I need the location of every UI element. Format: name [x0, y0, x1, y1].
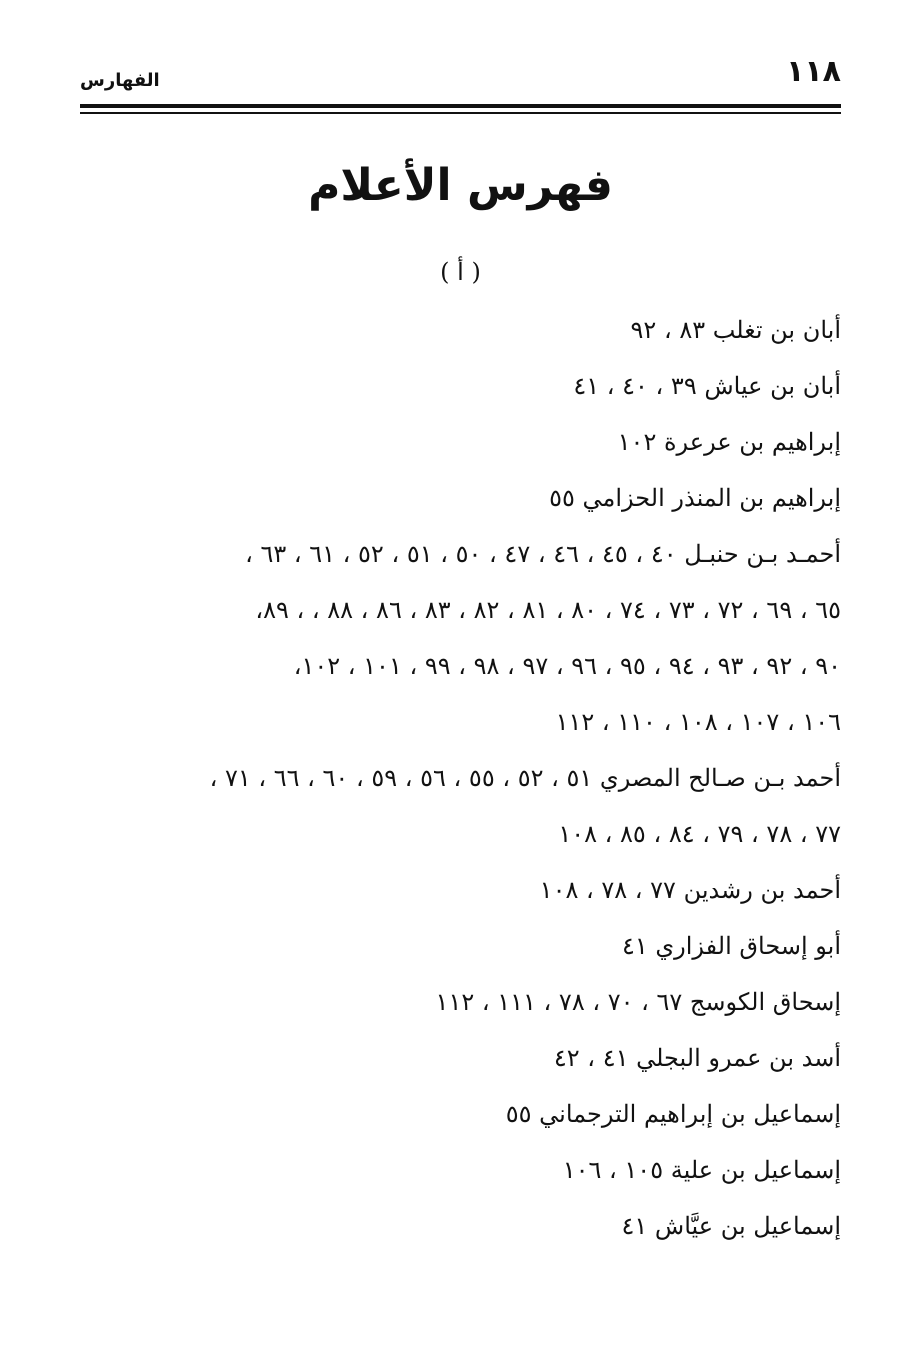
page-number: ١١٨ [786, 54, 841, 89]
list-item: ٦٥ ، ٦٩ ، ٧٢ ، ٧٣ ، ٧٤ ، ٨٠ ، ٨١ ، ٨٢ ، ٨٣ ، ٨٦ ، ٨٨ ، ، ٨٩، [255, 596, 841, 624]
list-item: أحمد بـن صـالح المصري ٥١ ، ٥٢ ، ٥٥ ، ٥٦ ، ٥٩ ، ٦٠ ، ٦٦ ، ٧١ ، [209, 764, 841, 792]
list-item: أبان بن عياش ٣٩ ، ٤٠ ، ٤١ [573, 372, 841, 400]
header-rule-thin [80, 112, 841, 114]
section-name: الفهارس [80, 70, 160, 91]
entries-list [80, 302, 841, 1254]
list-item: إسحاق الكوسج ٦٧ ، ٧٠ ، ٧٨ ، ١١١ ، ١١٢ [435, 988, 841, 1016]
list-item: أحمـد بـن حنبـل ٤٠ ، ٤٥ ، ٤٦ ، ٤٧ ، ٥٠ ، ٥١ ، ٥٢ ، ٦١ ، ٦٣ ، [245, 540, 841, 568]
list-item: إسماعيل بن إبراهيم الترجماني ٥٥ [505, 1100, 841, 1128]
letter-heading: ( أ ) [440, 258, 481, 286]
header-rule-thick [80, 104, 841, 108]
list-item: إسماعيل بن علية ١٠٥ ، ١٠٦ [562, 1156, 841, 1184]
list-item: أبان بن تغلب ٨٣ ، ٩٢ [630, 316, 841, 344]
list-item: ٧٧ ، ٧٨ ، ٧٩ ، ٨٤ ، ٨٥ ، ١٠٨ [558, 820, 841, 848]
list-item: أحمد بن رشدين ٧٧ ، ٧٨ ، ١٠٨ [539, 876, 841, 904]
list-item: ٩٠ ، ٩٢ ، ٩٣ ، ٩٤ ، ٩٥ ، ٩٦ ، ٩٧ ، ٩٨ ، ٩٩ ، ١٠١ ، ١٠٢، [293, 652, 841, 680]
list-item: إبراهيم بن المنذر الحزامي ٥٥ [549, 484, 841, 512]
list-item: أبو إسحاق الفزاري ٤١ [621, 932, 841, 960]
list-item: ١٠٦ ، ١٠٧ ، ١٠٨ ، ١١٠ ، ١١٢ [555, 708, 841, 736]
index-title: فهرس الأعلام [308, 160, 613, 211]
list-item: إبراهيم بن عرعرة ١٠٢ [617, 428, 841, 456]
list-item: إسماعيل بن عيَّاش ٤١ [621, 1212, 841, 1240]
list-item: أسد بن عمرو البجلي ٤١ ، ٤٢ [553, 1044, 841, 1072]
running-header [80, 54, 841, 98]
